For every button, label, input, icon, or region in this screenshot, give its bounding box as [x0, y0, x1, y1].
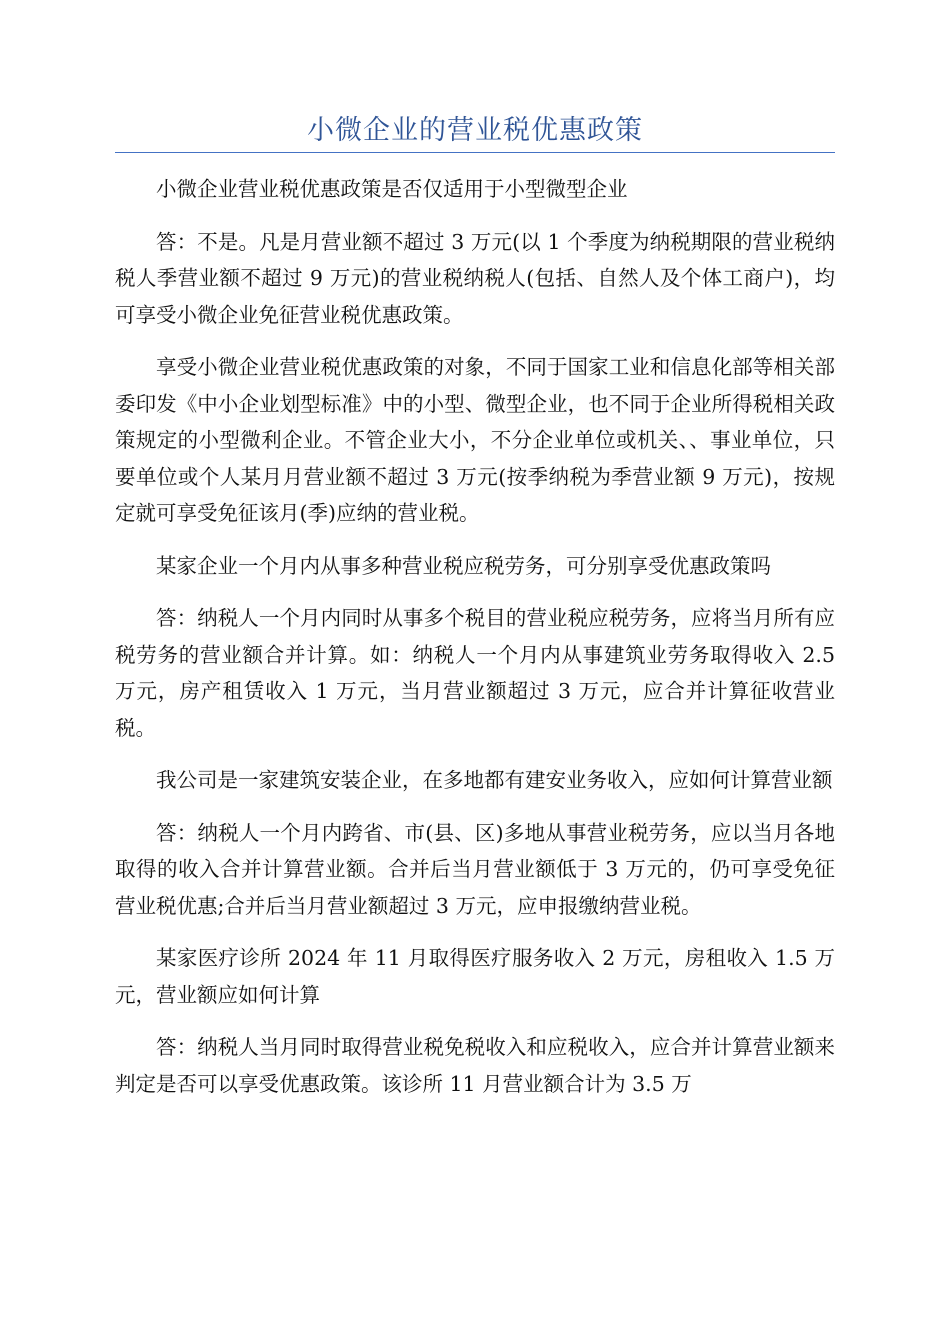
- paragraph-question-2: 某家企业一个月内从事多种营业税应税劳务，可分别享受优惠政策吗: [156, 553, 771, 578]
- paragraph-explanation: 享受小微企业营业税优惠政策的对象，不同于国家工业和信息化部等相关部委印发《中小企业划型标准》中的小型、微型企业，也不同于企业所得税相关政策规定的小型微利企业。不管企业大小，不分企业单位或机关、、事业单位，只要单位或个人某月月营业额不超过 3 万元(按季纳税为季营业额 9 万元)，按规定就可享受免征该月(季)应纳的营业税。: [115, 355, 835, 525]
- title-underline: [115, 152, 835, 153]
- paragraph-question-3: 我公司是一家建筑安装企业，在多地都有建安业务收入，应如何计算营业额: [156, 768, 833, 792]
- paragraph-answer-1: 答：不是。凡是月营业额不超过 3 万元(以 1 个季度为纳税期限的营业税纳税人季营业额不超过 9 万元)的营业税纳税人(包括、自然人及个体工商户)，均可享受小微企业免征营业税优惠政策。: [115, 229, 835, 327]
- document-page: [115, 0, 835, 1118]
- document-body: [115, 171, 835, 1102]
- paragraph-question-4: 某家医疗诊所 2024 年 11 月取得医疗服务收入 2 万元，房租收入 1.5 万元，营业额应如何计算: [115, 946, 835, 1007]
- paragraph-answer-4: 答：纳税人当月同时取得营业税免税收入和应税收入，应合并计算营业额来判定是否可以享受优惠政策。该诊所 11 月营业额合计为 3.5 万: [115, 1035, 835, 1096]
- paragraph-answer-2: 答：纳税人一个月内同时从事多个税目的营业税应税劳务，应将当月所有应税劳务的营业额合并计算。如：纳税人一个月内从事建筑业劳务取得收入 2.5 万元，房产租赁收入 1 万元，当月营业额超过 3 万元，应合并计算征收营业税。: [115, 606, 835, 740]
- paragraph-question-1: 小微企业营业税优惠政策是否仅适用于小型微型企业: [156, 177, 628, 201]
- document-title: 小微企业的营业税优惠政策: [307, 115, 643, 146]
- paragraph-answer-3: 答：纳税人一个月内跨省、市(县、区)多地从事营业税劳务，应以当月各地取得的收入合并计算营业额。合并后当月营业额低于 3 万元的，仍可享受免征营业税优惠;合并后当月营业额超过 3 万元，应申报缴纳营业税。: [115, 820, 835, 918]
